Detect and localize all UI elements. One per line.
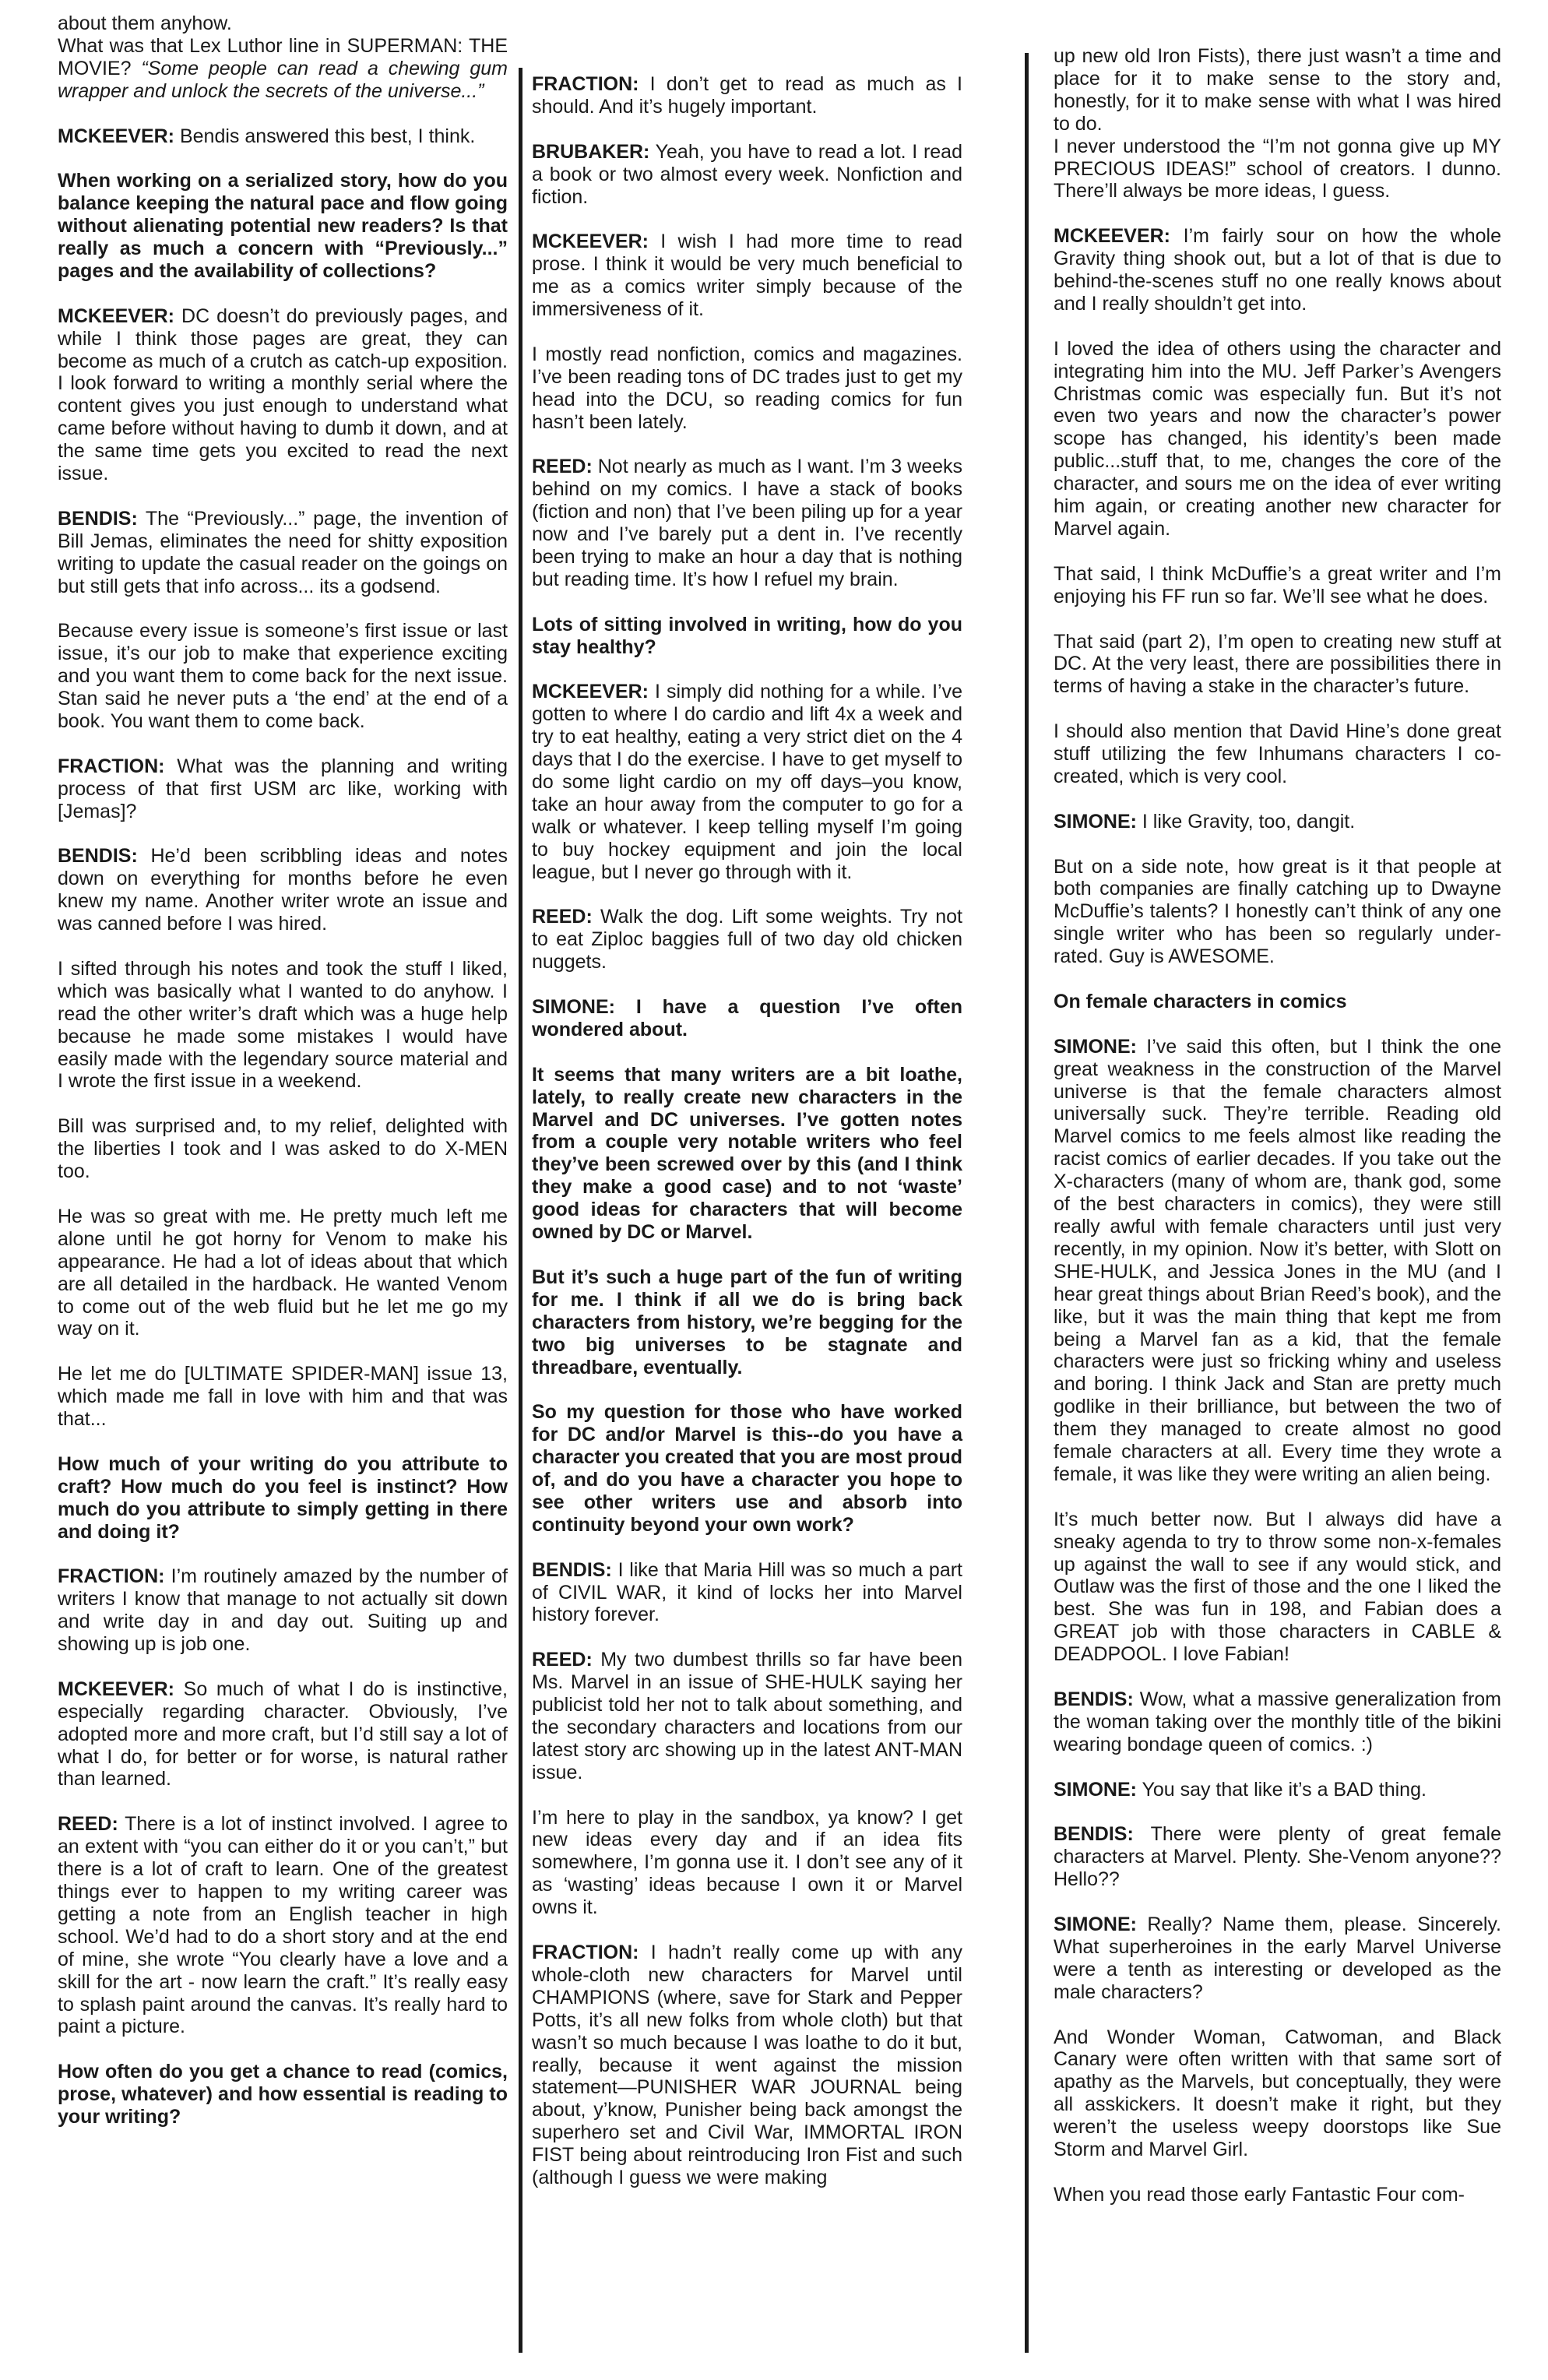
paragraph-text: I loved the idea of others using the character and integrating him into the MU. Jeff Parker’s Avengers Christmas comic was especially fun. But it’s not even two years and now the character’s power scope has changed, his identity’s been made public...stuff that, to me, changes the core of the character, and sours me on the idea of ever writing him again, or creating another new character for Marvel again. <box>1054 337 1501 540</box>
interview-question <box>532 1064 962 1244</box>
paragraph-text: But on a side note, how great is it that people at both companies are finally catching up to Dwayne McDuffie’s talents? I honestly can’t think of any one single writer who has been so regularly under-rated. Guy is AWESOME. <box>1054 855 1501 968</box>
paragraph-text: I simply did nothing for a while. I’ve gotten to where I do cardio and lift 4x a week and try to eat healthy, eating a very strict diet on the 4 days that I do the exercise. I have to get myself to do some light cardio on my off days–you know, take an hour away from the computer to go for a walk or whatever. I keep telling myself I’m going to buy hockey equipment and join the local league, but I never go through with it. <box>532 681 962 883</box>
paragraph-text: Lots of sitting involved in writing, how do you stay healthy? <box>532 613 962 658</box>
interview-answer <box>58 755 508 823</box>
speaker-label: REED: <box>532 1649 593 1671</box>
paragraph-text: SIMONE: I have a question I’ve often wondered about. <box>532 996 962 1040</box>
paragraph-text: You say that like it’s a BAD thing. <box>1136 1778 1427 1801</box>
interview-answer <box>1054 1036 1501 1486</box>
interview-answer <box>532 73 962 118</box>
interview-answer <box>532 1942 962 2189</box>
paragraph-text: I’m routinely amazed by the number of writers I know that manage to not actually sit down and write day in and day out. Suiting up and showing up is job one. <box>58 1565 508 1656</box>
speaker-label: FRACTION: <box>58 1565 165 1588</box>
speaker-label: BENDIS: <box>1054 1688 1134 1710</box>
interview-answer <box>1054 225 1501 315</box>
interview-answer <box>1054 1779 1501 1801</box>
body-paragraph <box>1054 856 1501 969</box>
speaker-label: SIMONE: <box>1054 1778 1137 1801</box>
speaker-label: BRUBAKER: <box>532 140 650 163</box>
interview-answer <box>1054 1688 1501 1756</box>
paragraph-text: What was the planning and writing process of that first USM arc like, working with [Jemas]? <box>58 755 508 822</box>
paragraph-continuation <box>1054 136 1501 203</box>
paragraph-text: He let me do [ULTIMATE SPIDER-MAN] issue 13, which made me fall in love with him and that was that... <box>58 1363 508 1431</box>
body-paragraph <box>58 620 508 733</box>
paragraph-text: I never understood the “I’m not gonna give up MY PRECIOUS IDEAS!” school of creators. I dunno. There’ll always be more ideas, I guess. <box>1054 135 1501 202</box>
interview-question <box>532 614 962 659</box>
paragraph-text: Bill was surprised and, to my relief, delighted with the liberties I took and I was asked to do X-MEN too. <box>58 1115 508 1183</box>
speaker-label: BENDIS: <box>58 845 138 868</box>
body-paragraph <box>58 1206 508 1340</box>
interview-answer <box>58 1565 508 1656</box>
interview-answer <box>532 681 962 883</box>
paragraph-text: I’m fairly sour on how the whole Gravity thing shook out, but a lot of that is due to behind-the-scenes stuff no one really knows about and I really shouldn’t get into. <box>1054 225 1501 315</box>
paragraph-text: up new old Iron Fists), there just wasn’t a time and place for it to make sense to the story and, honestly, for it to make sense with what I was hired to do. <box>1054 45 1501 135</box>
body-paragraph <box>58 1363 508 1431</box>
interview-answer <box>532 231 962 321</box>
text-column-2 <box>532 73 962 2212</box>
paragraph-text: Bendis answered this best, I think. <box>174 125 476 147</box>
paragraph-text: I hadn’t really come up with any whole-cloth new characters for Marvel until CHAMPIONS (where, save for Stark and Pepper Potts, it’s all new folks from whole cloth) but that wasn’t so much because I was loathe to do it but, really, because it went against the mission statement—PUNISHER WAR JOURNAL being about, y’know, Punisher being back amongst the superhero set and Civil War, IMMORTAL IRON FIST being about reintroducing Iron Fist and such (although I guess we were making <box>532 1941 962 2189</box>
interview-question <box>532 1401 962 1536</box>
interview-answer <box>58 305 508 485</box>
paragraph-text: On female characters in comics <box>1054 990 1347 1012</box>
paragraph-text: It’s much better now. But I always did have a sneaky agenda to try to throw some non-x-females up against the wall to see if any would stick, and Outlaw was the first of those and the one I liked the best. She was fun in 198, and Fabian does a GREAT job with those characters in CABLE & DEADPOOL. I love Fabian! <box>1054 1508 1501 1666</box>
paragraph-text: Walk the dog. Lift some weights. Try not to eat Ziploc baggies full of two day old chicken nuggets. <box>532 906 962 973</box>
paragraph-text: The “Previously...” page, the invention of Bill Jemas, eliminates the need for shitty exposition writing to update the casual reader on the goings on but still gets that info across... its a godsend. <box>58 507 508 597</box>
interview-answer <box>1054 811 1501 833</box>
paragraph-text: He was so great with me. He pretty much left me alone until he got horny for Venom to make his appearance. He had a lot of ideas about that which are all detailed in the hardback. He wanted Venom to come out of the web fluid but he let me go my way on it. <box>58 1205 508 1340</box>
speaker-label: REED: <box>532 456 593 478</box>
column-divider <box>519 68 522 2353</box>
interview-answer <box>532 456 962 590</box>
paragraph-text: I like that Maria Hill was so much a part of CIVIL WAR, it kind of locks her into Marvel history forever. <box>532 1558 962 1626</box>
body-paragraph <box>58 1115 508 1183</box>
paragraph-text: So my question for those who have worked for DC and/or Marvel is this--do you have a character you created that you are most proud of, and do you have a character you hope to see other writers use and absorb into continuity beyond your own work? <box>532 1401 962 1536</box>
interview-answer <box>58 1813 508 2038</box>
interview-answer <box>532 1649 962 1783</box>
body-paragraph <box>532 1807 962 1920</box>
paragraph-text: How often do you get a chance to read (comics, prose, whatever) and how essential is reading to your writing? <box>58 2061 508 2128</box>
interview-answer <box>58 1678 508 1791</box>
paragraph-text: I sifted through his notes and took the stuff I liked, which was basically what I wanted to do anyhow. I read the other writer’s draft which was a huge help because he made some mistakes I would have easily made with the legendary source material and I wrote the first issue in a weekend. <box>58 957 508 1093</box>
text-column-1 <box>58 12 508 2151</box>
paragraph-text: He’d been scribbling ideas and notes down on everything for months before he even knew my name. Another writer wrote an issue and was canned before I was hired. <box>58 845 508 935</box>
paragraph-text: And Wonder Woman, Catwoman, and Black Canary were often written with that same sort of apathy as the Marvels, but conceptually, they were all asskickers. It doesn’t make it right, but they weren’t the useless weepy doorstops like Sue Storm and Marvel Girl. <box>1054 2026 1501 2161</box>
interview-answer <box>1054 1823 1501 1891</box>
interview-answer <box>58 845 508 935</box>
paragraph-text: When you read those early Fantastic Four com- <box>1054 2183 1465 2206</box>
paragraph-text: I like Gravity, too, dangit. <box>1136 810 1356 833</box>
interview-answer <box>532 906 962 973</box>
paragraph-text: about them anyhow. <box>58 12 232 34</box>
paragraph-text: How much of your writing do you attribute to craft? How much do you feel is instinct? How much do you attribute to simply getting in there and doing it? <box>58 1452 508 1543</box>
body-paragraph <box>1054 2184 1501 2206</box>
text-column-3 <box>1054 45 1501 2229</box>
paragraph-text: When working on a serialized story, how do you balance keeping the natural pace and flow going without alienating potential new readers? Is that really as much a concern with “Previously...” pages and the availability of collections? <box>58 170 508 282</box>
paragraph-text: It seems that many writers are a bit loathe, lately, to really create new characters in the Marvel and DC universes. I’ve gotten notes from a couple very notable writers who feel they’ve been screwed over by this (and I think they make a good case) and to not ‘waste’ good ideas for characters that will become owned by DC or Marvel. <box>532 1063 962 1244</box>
interview-question <box>58 1453 508 1544</box>
paragraph-text: I’ve said this often, but I think the one great weakness in the construction of the Marvel universe is that the female characters almost universally suck. They’re terrible. Reading old Marvel comics to me feels almost like reading the racist comics of earlier decades. If you take out the X-characters (many of whom are, thank god, some of the best characters in comics), they were still really awful with female characters until just very recently, in my opinion. Now it’s better, with Slott on SHE-HULK, and Jessica Jones in the MU (and I hear great things about Brian Reed’s book), and the like, but it was the main thing that kept me from being a Marvel fan as a kid, that the female characters were just so fricking whiny and useless and boring. I think Jack and Stan are pretty much godlike in their brilliance, but between the two of them they managed to create almost no good female characters at all. Every time they wrote a female, it was like they were writing an alien being. <box>1054 1035 1501 1485</box>
speaker-label: BENDIS: <box>532 1558 612 1581</box>
body-paragraph <box>1054 720 1501 788</box>
interview-question <box>532 1266 962 1379</box>
interview-question <box>58 2061 508 2128</box>
body-paragraph <box>1054 631 1501 699</box>
interview-answer <box>532 141 962 209</box>
paragraph-text: Yeah, you have to read a lot. I read a book or two almost every week. Nonfiction and fiction. <box>532 140 962 208</box>
paragraph-continuation <box>58 35 508 103</box>
paragraph-text: What was that Lex Luthor line in SUPERMAN: THE MOVIE? <box>58 34 508 79</box>
interview-question <box>58 170 508 283</box>
paragraph-text: I wish I had more time to read prose. I think it would be very much beneficial to me as a comics writer simply because of the immersiveness of it. <box>532 231 962 321</box>
speaker-label: SIMONE: <box>1054 810 1137 833</box>
paragraph-text: Wow, what a massive generalization from the woman taking over the monthly title of the bikini wearing bondage queen of comics. :) <box>1054 1688 1501 1755</box>
interview-answer <box>532 1559 962 1627</box>
paragraph-text: There is a lot of instinct involved. I agree to an extent with “you can either do it or you can’t,” but there is a lot of craft to learn. One of the greatest things ever to happen to my writing career was getting a note from an English teacher in high school. We’d had to do a short story and at the end of mine, she wrote “You clearly have a love and a skill for the art - now learn the craft.” It’s really easy to splash paint around the canvas. It’s really hard to paint a picture. <box>58 1813 508 2038</box>
paragraph-text: DC doesn’t do previously pages, and while I think those pages are great, they can become as much of a crutch as catch-up exposition. I look forward to writing a monthly serial where the content gives you just enough to understand what came before without having to dumb it down, and at the same time gets you excited to read the next issue. <box>58 305 508 485</box>
paragraph-text: There were plenty of great female characters at Marvel. Plenty. She-Venom anyone?? Hello?? <box>1054 1823 1501 1891</box>
body-paragraph <box>1054 563 1501 608</box>
speaker-label: SIMONE: <box>1054 1035 1137 1058</box>
speaker-label: MCKEEVER: <box>1054 225 1171 248</box>
speaker-label: MCKEEVER: <box>532 231 649 253</box>
paragraph-text: That said, I think McDuffie’s a great writer and I’m enjoying his FF run so far. We’ll see what he does. <box>1054 562 1501 607</box>
body-paragraph <box>1054 1509 1501 1666</box>
paragraph-text: So much of what I do is instinctive, especially regarding character. Obviously, I’ve adopted more and more craft, but I’d still say a lot of what I do, for better or for worse, is natural rather than learned. <box>58 1678 508 1790</box>
paragraph-text: Really? Name them, please. Sincerely. What superheroines in the early Marvel Universe were a tenth as interesting or developed as the male characters? <box>1054 1914 1501 2003</box>
body-paragraph <box>58 958 508 1093</box>
speaker-label: MCKEEVER: <box>58 305 175 327</box>
interview-question <box>1054 991 1501 1013</box>
interview-answer <box>1054 1914 1501 2004</box>
speaker-label: BENDIS: <box>58 507 138 530</box>
body-paragraph <box>1054 2026 1501 2161</box>
paragraph-text: I mostly read nonfiction, comics and magazines. I’ve been reading tons of DC trades just to get my head into the DCU, so reading comics for fun hasn’t been lately. <box>532 343 962 433</box>
speaker-label: MCKEEVER: <box>58 1678 175 1700</box>
body-paragraph <box>58 12 508 103</box>
paragraph-text: That said (part 2), I’m open to creating new stuff at DC. At the very least, there are possibilities there in terms of having a stake in the character’s future. <box>1054 630 1501 698</box>
body-paragraph <box>1054 338 1501 540</box>
paragraph-text: My two dumbest thrills so far have been Ms. Marvel in an issue of SHE-HULK saying her publicist told her not to talk about something, and the secondary characters and locations from our latest story arc showing up in the latest ANT-MAN issue. <box>532 1649 962 1783</box>
speaker-label: FRACTION: <box>58 755 165 777</box>
movie-quote: “Some people can read a chewing gum wrapper and unlock the secrets of the universe...” <box>58 57 508 102</box>
paragraph-text: Not nearly as much as I want. I’m 3 weeks behind on my comics. I have a stack of books (fiction and non) that I’ve been piling up for a year now and I’ve barely put a dent in. I’ve recently been trying to make an hour a day that is nothing but reading time. It’s how I refuel my brain. <box>532 456 962 590</box>
paragraph-text: I should also mention that David Hine’s done great stuff utilizing the few Inhumans characters I co-created, which is very cool. <box>1054 720 1501 787</box>
column-divider <box>1025 53 1029 2353</box>
speaker-label: MCKEEVER: <box>58 125 175 147</box>
speaker-label: SIMONE: <box>1054 1914 1137 1935</box>
speaker-label: MCKEEVER: <box>532 681 649 703</box>
speaker-label: FRACTION: <box>532 73 639 95</box>
paragraph-text: I don’t get to read as much as I should. And it’s hugely important. <box>532 73 962 118</box>
interview-question <box>532 996 962 1041</box>
paragraph-text: Because every issue is someone’s first issue or last issue, it’s our job to make that experience exciting and you want them to come back for the next issue. Stan said he never puts a ‘the end’ at the end of a book. You want them to come back. <box>58 620 508 733</box>
speaker-label: REED: <box>58 1813 118 1836</box>
interview-answer <box>58 125 508 148</box>
speaker-label: FRACTION: <box>532 1941 639 1963</box>
speaker-label: BENDIS: <box>1054 1823 1134 1846</box>
paragraph-text: I’m here to play in the sandbox, ya know? I get new ideas every day and if an idea fits somewhere, I’m gonna use it. I don’t see any of it as ‘wasting’ ideas because I own it or Marvel owns it. <box>532 1806 962 1919</box>
interview-answer <box>58 508 508 598</box>
speaker-label: REED: <box>532 906 593 928</box>
body-paragraph <box>532 343 962 434</box>
paragraph-text: But it’s such a huge part of the fun of writing for me. I think if all we do is bring back characters from history, we’re begging for the two big universes to be stagnate and threadbare, eventually. <box>532 1266 962 1378</box>
body-paragraph <box>1054 45 1501 202</box>
